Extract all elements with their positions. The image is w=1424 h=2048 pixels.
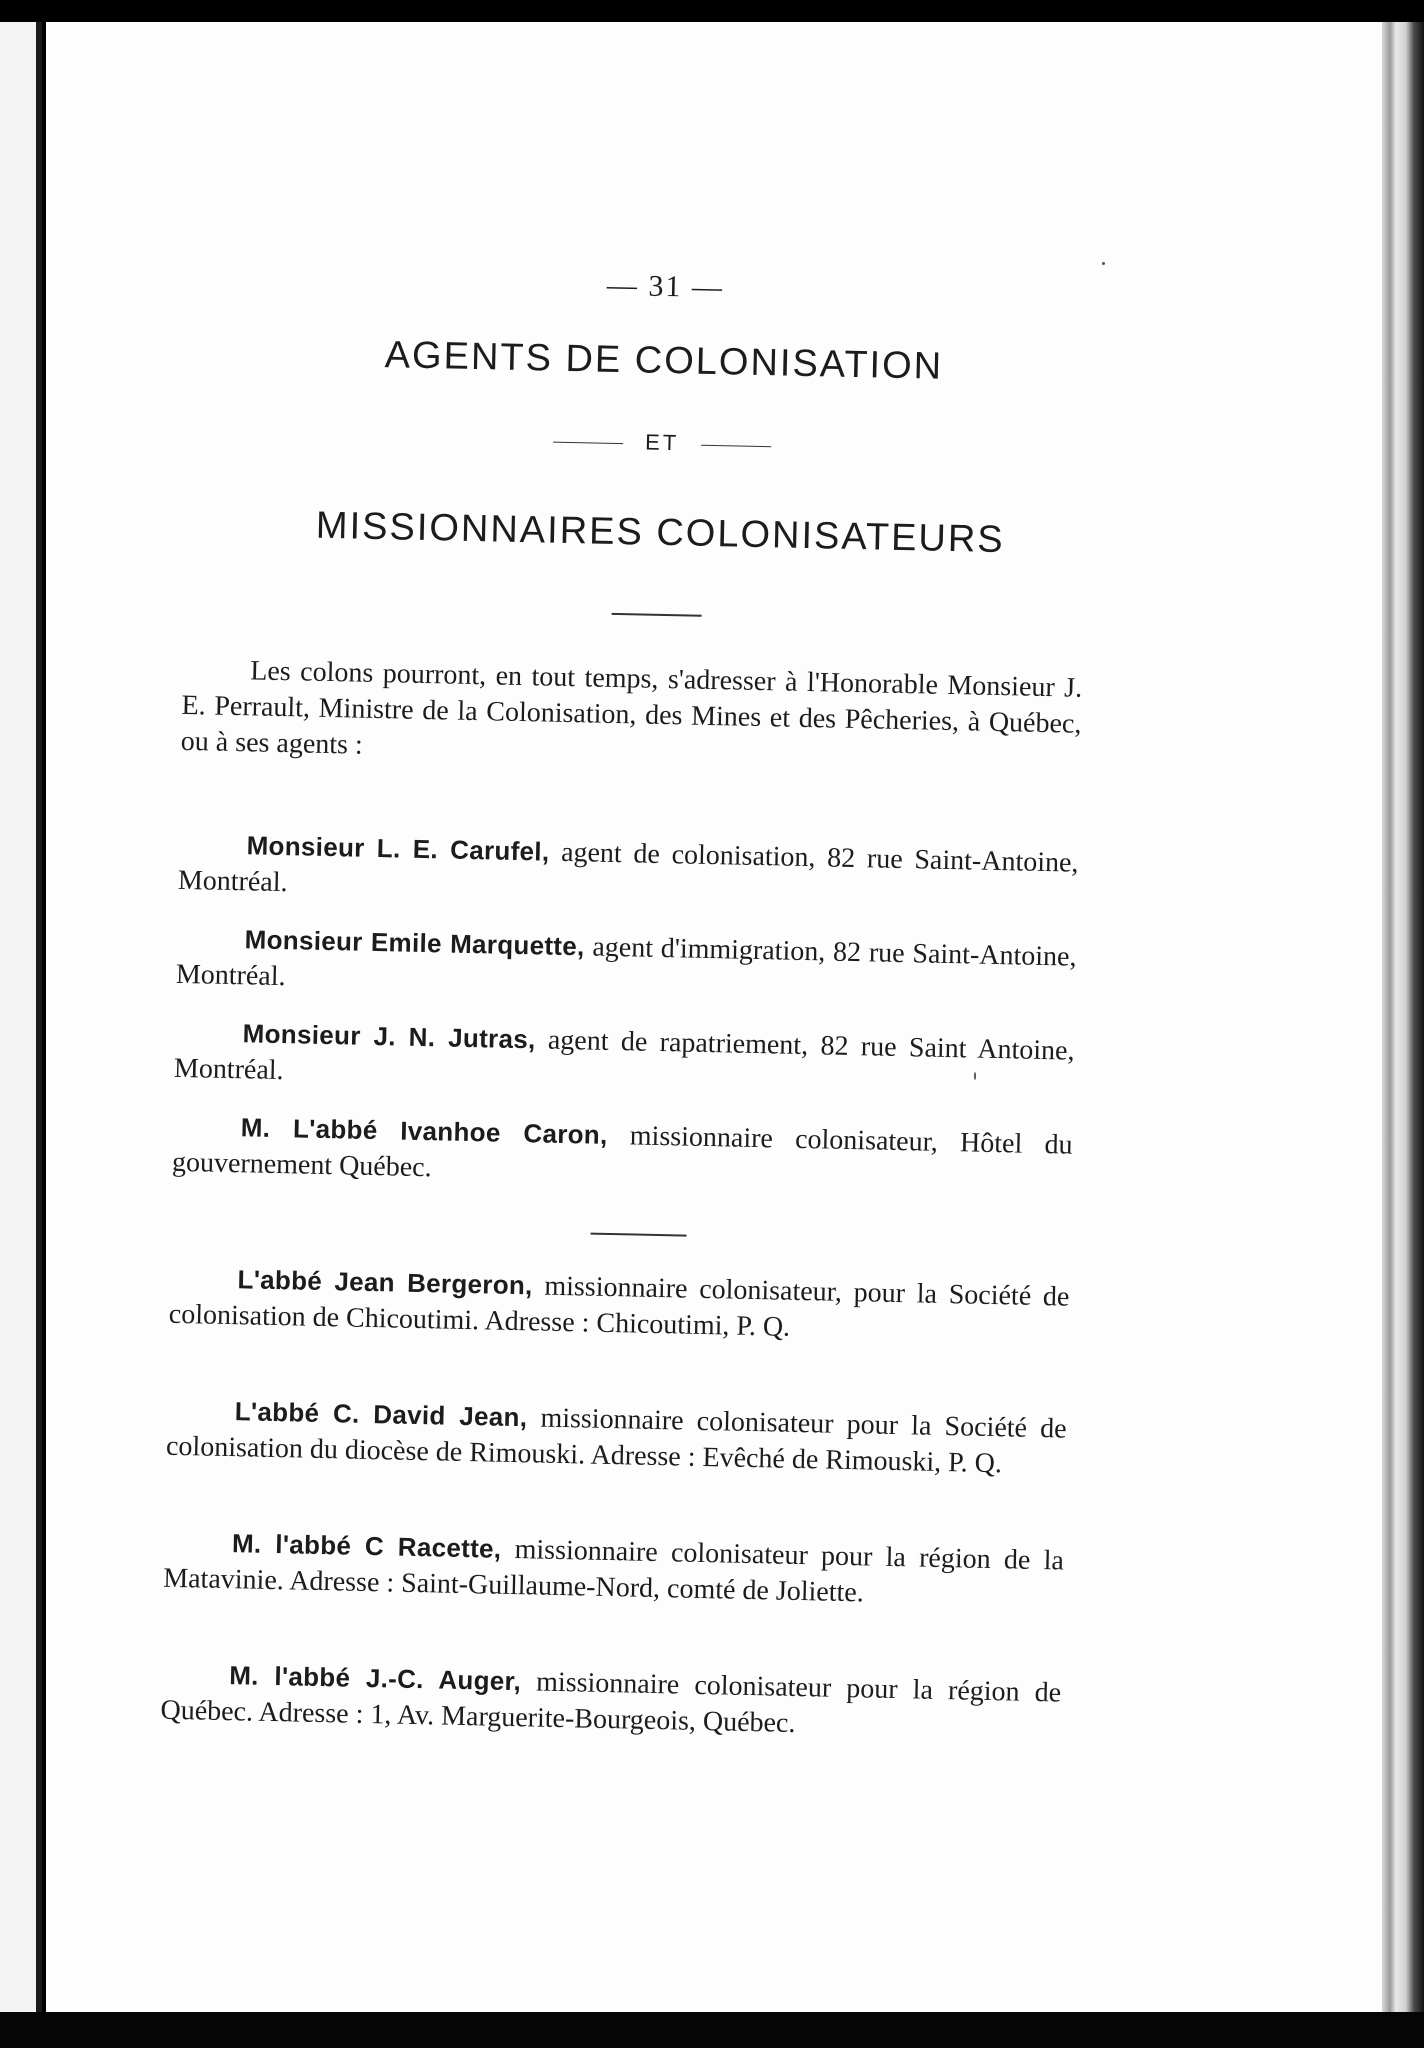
scan-border-bottom [0,2012,1424,2048]
missionary-details: missionnaire colonisateur pour la région de la Matavinie. Adresse : Saint-Guillaume-Nord, comté de Joliette. [162,1533,1065,1609]
missionary-name: M. l'abbé J.-C. Auger, [228,1660,522,1697]
agent-name: Monsieur L. E. Carufel, [246,830,550,867]
page-stack-edge [1382,22,1424,2012]
missionary-entry [166,1392,1067,1484]
section-divider [591,1233,687,1237]
missionary-entry [168,1260,1069,1352]
agent-details: missionnaire colonisateur, Hôtel du gouvernement Québec. [171,1119,1073,1184]
connector-text: ET [644,429,680,456]
missionary-entry [163,1524,1064,1616]
paper-speck [1102,262,1105,265]
agent-details: agent d'immigration, 82 rue Saint-Antoine, Montréal. [175,931,1077,993]
heading-missionnaires: MISSIONNAIRES COLONISATEURS [315,504,1006,562]
agent-entry [174,1014,1075,1106]
connector-rule-right [701,444,771,446]
heading-agents: AGENTS DE COLONISATION [384,334,944,388]
section-divider [612,613,702,617]
book-page [46,22,1382,2012]
agent-name: M. L'abbé Ivanhoe Caron, [240,1112,608,1150]
missionary-entry [160,1656,1061,1748]
agent-entry [178,826,1079,918]
agent-entry [176,920,1077,1012]
missionary-name: L'abbé C. David Jean, [234,1396,528,1433]
page-number: — 31 — [606,268,725,305]
heading-connector [187,420,1137,466]
missionary-name: M. l'abbé C Racette, [231,1528,502,1564]
agent-name: Monsieur Emile Marquette, [244,924,585,962]
missionary-name: L'abbé Jean Bergeron, [237,1264,533,1301]
agent-details: agent de colonisation, 82 rue Saint-Antoine, Montréal. [177,836,1079,899]
missionary-details: missionnaire colonisateur, pour la Société de colonisation de Chicoutimi. Adresse : Chicoutimi, P. Q. [168,1270,1070,1343]
missionary-details: missionnaire colonisateur pour la Société de colonisation du diocèse de Rimouski. Adresse : Evêché de Rimouski, P. Q. [165,1402,1067,1480]
agent-name: Monsieur J. N. Jutras, [242,1018,536,1055]
agent-details: agent de rapatriement, 82 rue Saint Antoine, Montréal. [173,1024,1075,1087]
missionary-details: missionnaire colonisateur pour la région de Québec. Adresse : 1, Av. Marguerite-Bourgeois, Québec. [160,1666,1062,1739]
agent-entry [172,1108,1073,1200]
facing-page-edge [0,22,42,2012]
intro-paragraph: Les colons pourront, en tout temps, s'adresser à l'Honorable Monsieur J. E. Perrault, Ministre de la Colonisation, des Mines et des Pêcheries, à Québec, ou à ses agents : [180,655,1083,761]
connector-rule-left [553,441,623,443]
scan-border-top [0,0,1424,22]
paper-speck [974,1072,976,1080]
